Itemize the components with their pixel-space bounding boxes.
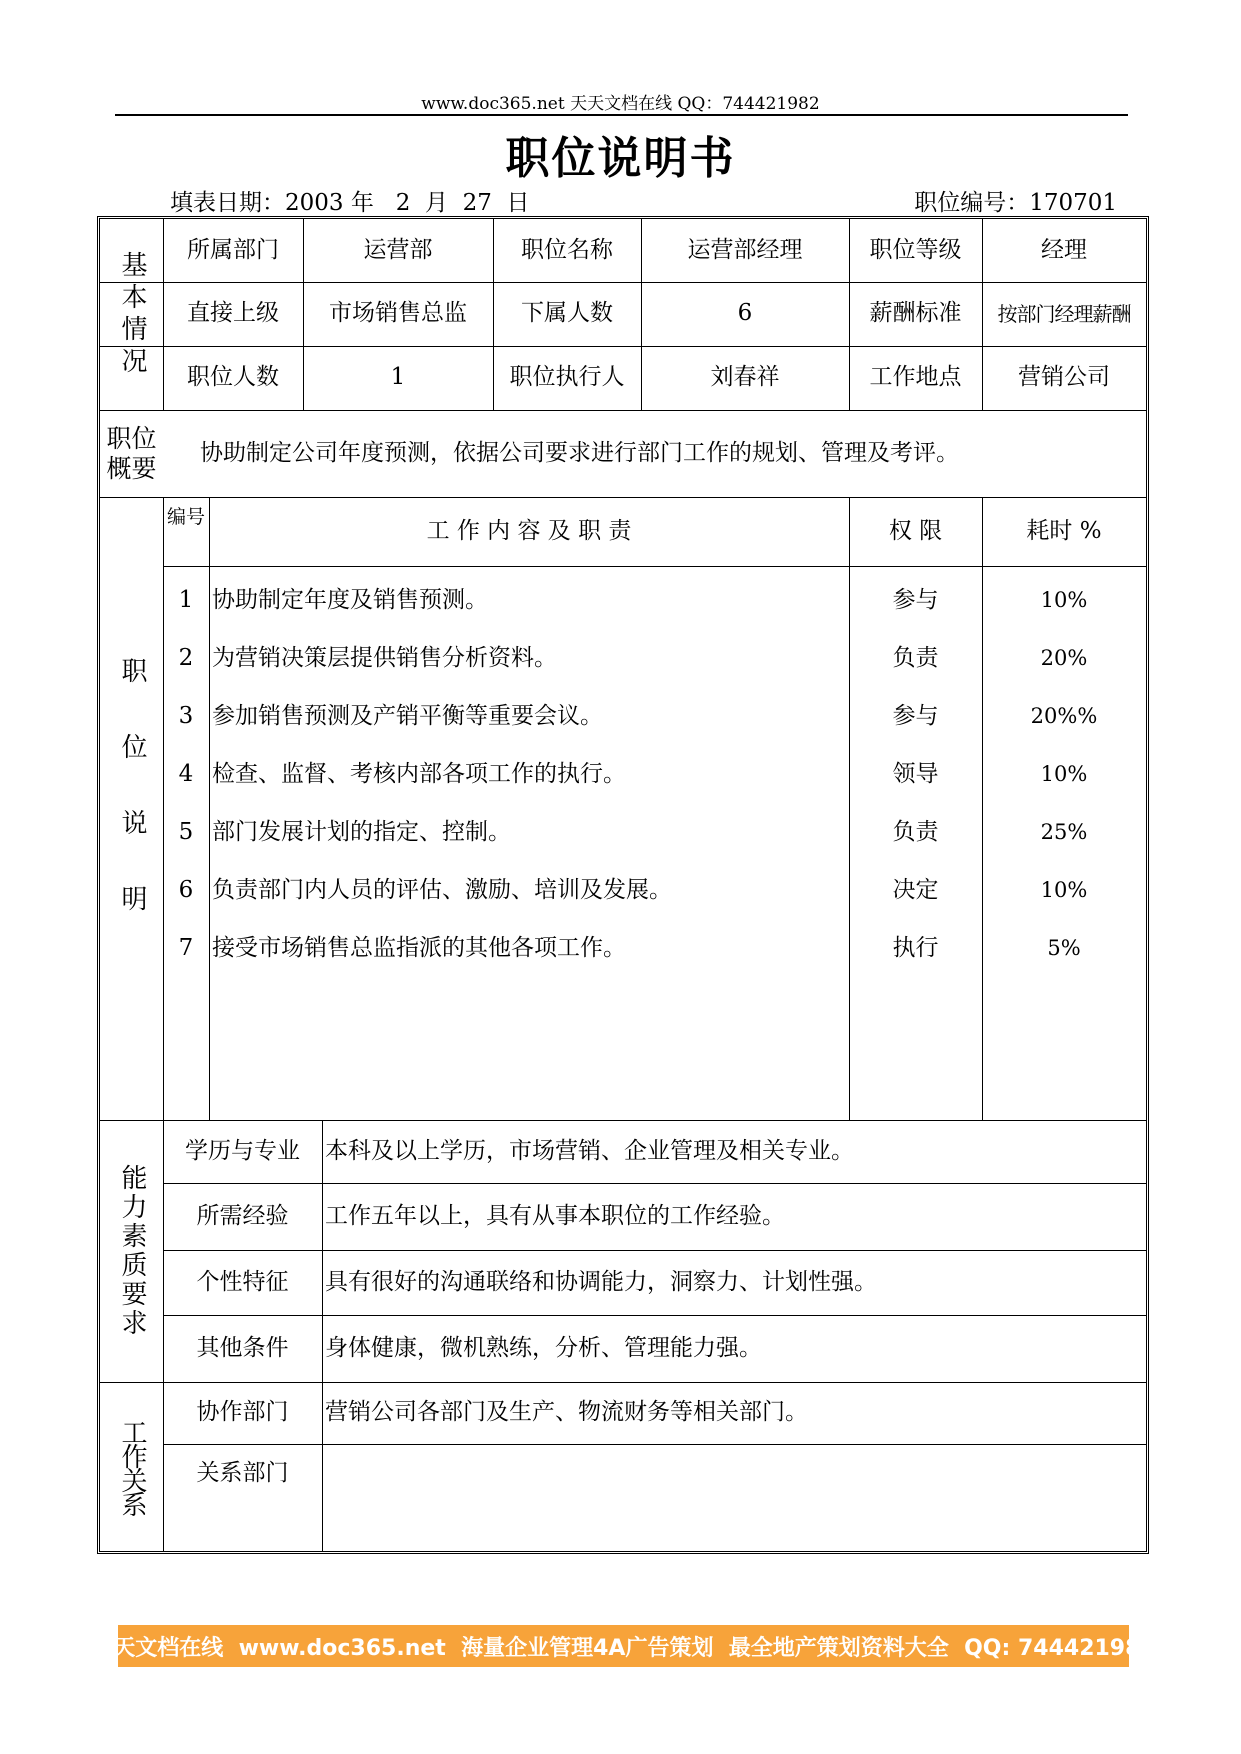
cell-grade-value: 经理	[1041, 236, 1087, 263]
relation-label: 协作部门	[196, 1399, 289, 1426]
job-description-table	[97, 216, 1149, 1554]
section-basic-label	[100, 219, 163, 410]
rule	[163, 566, 1146, 567]
fill-date: 填表日期：2003 年 2 月 27 日	[170, 190, 530, 216]
cell-superior-label: 直接上级	[187, 300, 279, 327]
header-rule	[115, 114, 1128, 116]
duty-content: 为营销决策层提供销售分析资料。	[212, 645, 557, 672]
duty-no: 1	[178, 587, 194, 614]
duty-time: 10%	[1040, 878, 1088, 903]
duty-no: 3	[178, 703, 194, 730]
cell-salary-label: 薪酬标准	[869, 300, 962, 327]
duty-time: 25%	[1040, 820, 1088, 845]
duties-header-time: 耗时 %	[1026, 517, 1102, 544]
duties-header-authority: 权 限	[888, 517, 943, 544]
site-header: www.doc365.net 天天文档在线 QQ：744421982	[421, 94, 820, 114]
cell-superior-value: 市场销售总监	[329, 300, 467, 327]
duty-content: 参加销售预测及产销平衡等重要会议。	[212, 703, 603, 730]
cell-holder-label: 职位执行人	[509, 364, 625, 391]
rule	[209, 497, 210, 1120]
ability-value: 本科及以上学历，市场营销、企业管理及相关专业。	[325, 1137, 854, 1164]
ability-label: 个性特征	[196, 1268, 289, 1295]
ability-value: 具有很好的沟通联络和协调能力，洞察力、计划性强。	[325, 1268, 877, 1295]
duty-content: 协助制定年度及销售预测。	[212, 587, 488, 614]
cell-headcount-value: 1	[390, 364, 406, 391]
relation-label: 关系部门	[196, 1459, 289, 1486]
duty-time: 10%	[1040, 588, 1088, 613]
duty-time: 10%	[1040, 762, 1088, 787]
duty-authority: 领导	[892, 761, 939, 788]
relation-value	[325, 1444, 1140, 1506]
ability-label: 学历与专业	[185, 1137, 300, 1164]
cell-headcount-label: 职位人数	[187, 364, 279, 391]
duties-header-no: 编号	[166, 505, 205, 528]
section-ability-text: 能力素质要求	[117, 1164, 148, 1338]
summary-text: 协助制定公司年度预测，依据公司要求进行部门工作的规划、管理及考评。	[200, 439, 959, 466]
cell-dept-label: 所属部门	[187, 236, 279, 263]
cell-dept-value: 运营部	[363, 236, 433, 263]
cell-title-value: 运营部经理	[687, 236, 803, 263]
duty-content: 检查、监督、考核内部各项工作的执行。	[212, 761, 626, 788]
duty-authority: 决定	[892, 877, 939, 904]
section-basic-text: 基本情况	[117, 250, 148, 379]
cell-salary-value: 按部门经理薪酬	[997, 302, 1131, 326]
section-summary-label: 职位概要	[106, 423, 157, 483]
duty-no: 4	[178, 761, 194, 788]
duty-time: 20%	[1040, 646, 1088, 671]
ability-value: 身体健康，微机熟练，分析、管理能力强。	[325, 1334, 762, 1361]
duty-content: 部门发展计划的指定、控制。	[212, 819, 511, 846]
cell-subordinates-label: 下属人数	[521, 300, 613, 327]
cell-location-label: 工作地点	[869, 364, 962, 391]
duty-no: 2	[178, 645, 194, 672]
duty-no: 7	[178, 935, 194, 962]
cell-grade-label: 职位等级	[869, 236, 962, 263]
cell-title-label: 职位名称	[521, 236, 613, 263]
duties-header-content: 工 作 内 容 及 职 责	[426, 517, 632, 544]
section-relations-label	[100, 1382, 163, 1551]
section-relations-text: 工作关系	[117, 1418, 148, 1515]
duty-authority: 参与	[892, 587, 939, 614]
section-ability-label	[100, 1120, 163, 1382]
ability-value: 工作五年以上，具有从事本职位的工作经验。	[325, 1202, 785, 1229]
position-code: 职位编号：170701	[914, 190, 1117, 216]
cell-holder-value: 刘春祥	[710, 364, 780, 391]
ability-label: 其他条件	[196, 1334, 289, 1361]
ability-label: 所需经验	[196, 1202, 289, 1229]
duty-content: 负责部门内人员的评估、激励、培训及发展。	[212, 877, 672, 904]
section-duties-text: 职位说明	[117, 656, 148, 961]
duty-authority: 参与	[892, 703, 939, 730]
duty-authority: 负责	[892, 819, 939, 846]
duty-time: 5%	[1047, 936, 1081, 961]
section-duties-label	[100, 497, 163, 1120]
rule	[322, 1120, 323, 1551]
relation-value: 营销公司各部门及生产、物流财务等相关部门。	[325, 1399, 808, 1426]
document-title: 职位说明书	[505, 133, 736, 184]
cell-location-value: 营销公司	[1018, 364, 1110, 391]
footer-banner: 天天文档在线 www.doc365.net 海量企业管理4A广告策划 最全地产策划资料大全 QQ: 744421982	[118, 1625, 1129, 1667]
duty-content: 接受市场销售总监指派的其他各项工作。	[212, 935, 626, 962]
duty-time: 20%%	[1030, 704, 1098, 729]
duty-no: 5	[178, 819, 194, 846]
duty-authority: 执行	[892, 935, 939, 962]
duty-no: 6	[178, 877, 194, 904]
duty-authority: 负责	[892, 645, 939, 672]
cell-subordinates-value: 6	[737, 300, 753, 327]
